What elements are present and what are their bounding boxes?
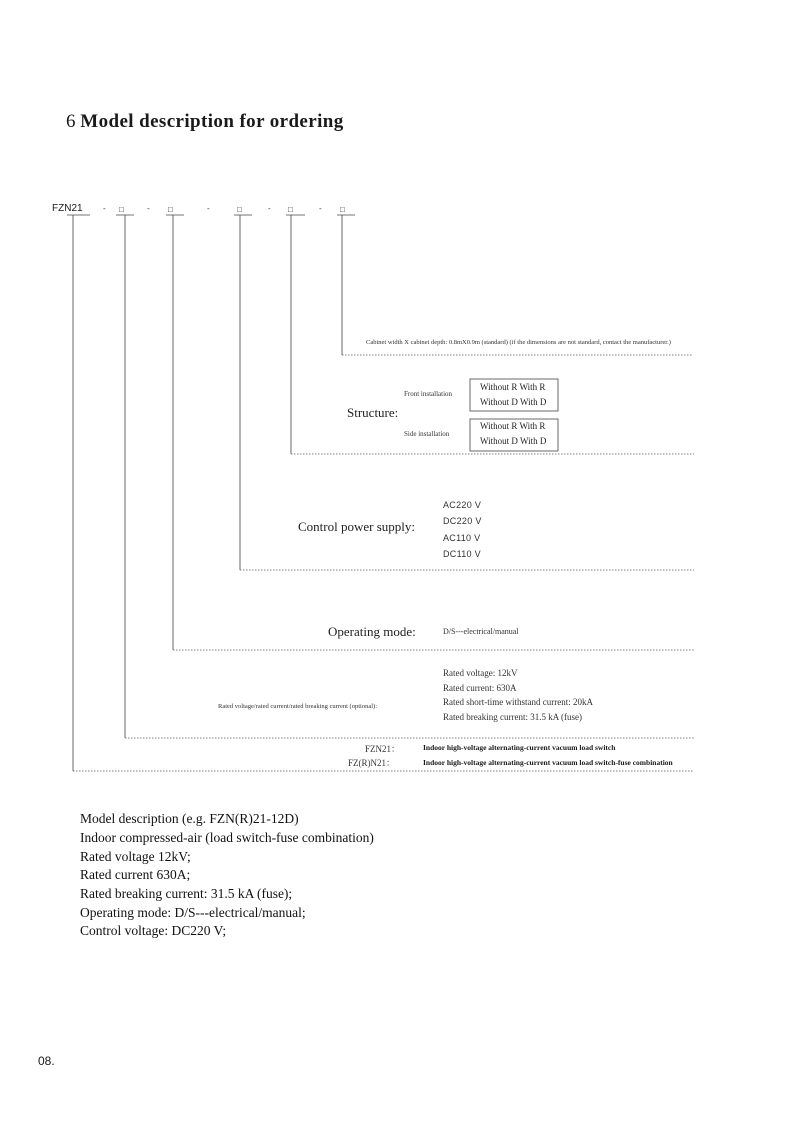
front-option-d: Without D With D bbox=[480, 397, 547, 407]
control-power-label: Control power supply: bbox=[298, 519, 415, 534]
code-separator: - bbox=[319, 204, 322, 213]
power-option: DC110 V bbox=[443, 549, 481, 559]
code-placeholder: □ bbox=[237, 205, 242, 214]
description-line: Model description (e.g. FZN(R)21-12D) bbox=[80, 811, 299, 826]
front-option-r: Without R With R bbox=[480, 382, 546, 392]
rated-item: Rated short-time withstand current: 20kA bbox=[443, 697, 593, 707]
code-placeholder: □ bbox=[168, 205, 173, 214]
description-line: Rated current 630A; bbox=[80, 867, 191, 882]
code-placeholder: □ bbox=[119, 205, 124, 214]
code-placeholder: □ bbox=[340, 205, 345, 214]
code-placeholder: □ bbox=[288, 205, 293, 214]
structure-label: Structure: bbox=[347, 405, 399, 420]
type-description: Indoor high-voltage alternating-current vacuum load switch bbox=[423, 743, 616, 752]
power-option: AC220 V bbox=[443, 500, 482, 510]
operating-mode-label: Operating mode: bbox=[328, 624, 416, 639]
model-code-prefix: FZN21 bbox=[52, 203, 83, 214]
rated-item: Rated breaking current: 31.5 kA (fuse) bbox=[443, 712, 582, 722]
section-title: Model description for ordering bbox=[80, 111, 344, 132]
type-code: FZ(R)N21： bbox=[348, 758, 395, 768]
side-installation-label: Side installation bbox=[404, 430, 450, 438]
power-option: DC220 V bbox=[443, 516, 482, 526]
description-line: Indoor compressed-air (load switch-fuse combination) bbox=[80, 830, 374, 845]
description-line: Rated voltage 12kV; bbox=[80, 849, 191, 864]
side-option-d: Without D With D bbox=[480, 436, 547, 446]
operating-mode-value: D/S---electrical/manual bbox=[443, 627, 519, 636]
code-separator: - bbox=[207, 204, 210, 213]
power-option: AC110 V bbox=[443, 533, 481, 543]
cabinet-dimensions-text: Cabinet width X cabinet depth: 0.8mX0.9m (standard) (if the dimensions are not standard, contact the manufacturer.) bbox=[366, 339, 671, 346]
rated-label: Rated voltage/rated current/rated breaking current (optional): bbox=[218, 703, 377, 710]
type-code: FZN21： bbox=[365, 744, 401, 754]
description-line: Rated breaking current: 31.5 kA (fuse); bbox=[80, 886, 293, 901]
code-separator: - bbox=[147, 204, 150, 213]
code-separator: - bbox=[268, 204, 271, 213]
section-number: 6 bbox=[66, 111, 76, 132]
page-number: 08. bbox=[38, 1054, 55, 1068]
front-installation-label: Front installation bbox=[404, 390, 453, 398]
rated-item: Rated voltage: 12kV bbox=[443, 668, 518, 678]
type-description: Indoor high-voltage alternating-current vacuum load switch-fuse combination bbox=[423, 758, 673, 767]
code-separator: - bbox=[103, 204, 106, 213]
description-line: Operating mode: D/S---electrical/manual; bbox=[80, 905, 306, 920]
rated-item: Rated current: 630A bbox=[443, 683, 517, 693]
side-option-r: Without R With R bbox=[480, 421, 546, 431]
description-line: Control voltage: DC220 V; bbox=[80, 923, 227, 938]
